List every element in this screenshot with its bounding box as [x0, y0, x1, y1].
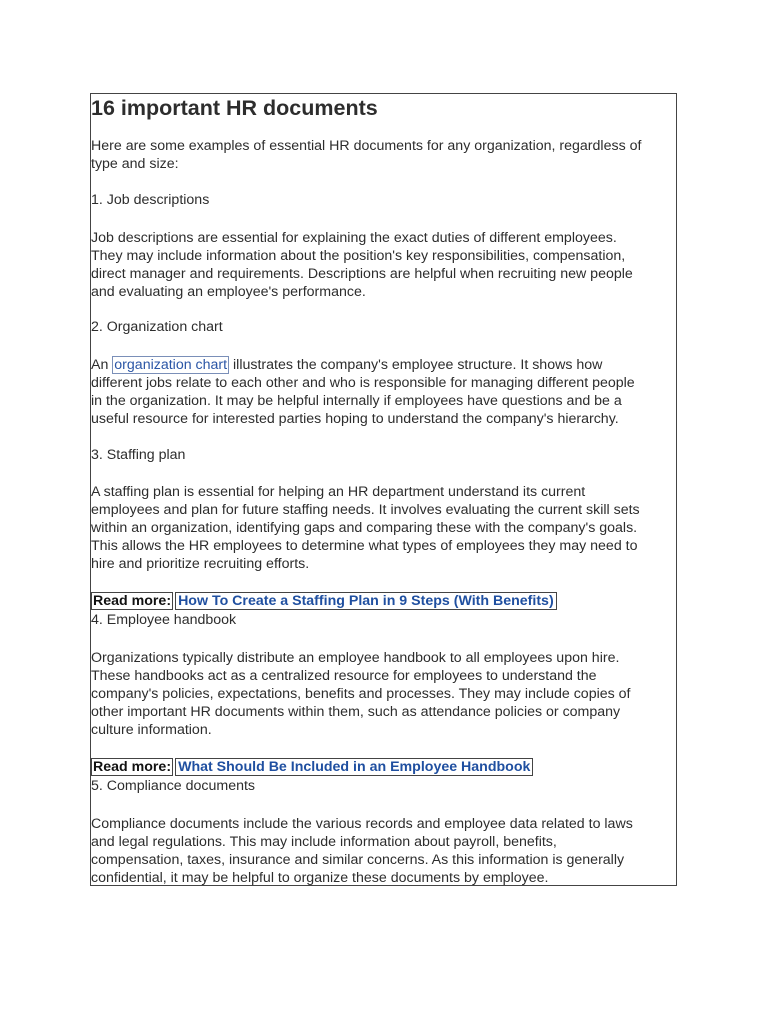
paragraph-line: Compliance documents include the various records and employee data related to laws: [91, 816, 633, 832]
paragraph-line: in the organization. It may be helpful internally if employees have questions and be a: [91, 393, 622, 409]
employee-handbook-article-link[interactable]: What Should Be Included in an Employee Handbook: [175, 758, 533, 776]
paragraph-line: A staffing plan is essential for helping an HR department understand its current: [91, 484, 586, 500]
read-more-employee-handbook: [91, 758, 533, 777]
paragraph-line: This allows the HR employees to determine what types of employees they may need to: [91, 538, 638, 554]
document-page: [90, 93, 677, 886]
paragraph-line: within an organization, identifying gaps and comparing these with the company's goals.: [91, 520, 638, 536]
paragraph-line: direct manager and requirements. Descriptions are helpful when recruiting new people: [91, 266, 633, 282]
paragraph-line: These handbooks act as a centralized resource for employees to understand the: [91, 668, 597, 684]
paragraph-line: confidential, it may be helpful to organize these documents by employee.: [91, 870, 549, 886]
paragraph-line: different jobs relate to each other and who is responsible for managing different people: [91, 375, 635, 391]
section-heading-compliance-documents: 5. Compliance documents: [91, 778, 256, 794]
paragraph-prefix: An: [91, 357, 113, 373]
paragraph-line: company's policies, expectations, benefits and processes. They may include copies of: [91, 686, 631, 702]
paragraph-line: They may include information about the position's key responsibilities, compensation,: [91, 248, 626, 264]
intro-line: type and size:: [91, 156, 179, 172]
paragraph-line: employees and plan for future staffing needs. It involves evaluating the current skill sets: [91, 502, 640, 518]
paragraph-line: compensation, taxes, insurance and similar concerns. As this information is generally: [91, 852, 625, 868]
paragraph-suffix: illustrates the company's employee structure. It shows how: [229, 357, 603, 373]
section-heading-staffing-plan: 3. Staffing plan: [91, 447, 186, 463]
paragraph-line: hire and prioritize recruiting efforts.: [91, 556, 310, 572]
page-title: 16 important HR documents: [91, 96, 378, 120]
read-more-label: Read more:: [93, 593, 172, 609]
paragraph-line: and evaluating an employee's performance.: [91, 284, 366, 300]
section-heading-job-descriptions: 1. Job descriptions: [91, 192, 210, 208]
organization-chart-link[interactable]: organization chart: [114, 357, 228, 373]
paragraph-line: [91, 357, 602, 375]
section-heading-employee-handbook: 4. Employee handbook: [91, 612, 237, 628]
paragraph-line: Job descriptions are essential for explaining the exact duties of different employees.: [91, 230, 617, 246]
section-heading-organization-chart: 2. Organization chart: [91, 319, 223, 335]
paragraph-line: Organizations typically distribute an employee handbook to all employees upon hire.: [91, 650, 620, 666]
paragraph-line: culture information.: [91, 722, 212, 738]
paragraph-line: useful resource for interested parties hoping to understand the company's hierarchy.: [91, 411, 619, 427]
staffing-plan-article-link[interactable]: How To Create a Staffing Plan in 9 Steps (With Benefits): [175, 592, 557, 610]
paragraph-line: and legal regulations. This may include information about payroll, benefits,: [91, 834, 557, 850]
read-more-staffing-plan: [91, 592, 557, 611]
read-more-label: Read more:: [93, 759, 172, 775]
paragraph-line: other important HR documents within them, such as attendance policies or company: [91, 704, 621, 720]
intro-line: Here are some examples of essential HR documents for any organization, regardless of: [91, 138, 642, 154]
